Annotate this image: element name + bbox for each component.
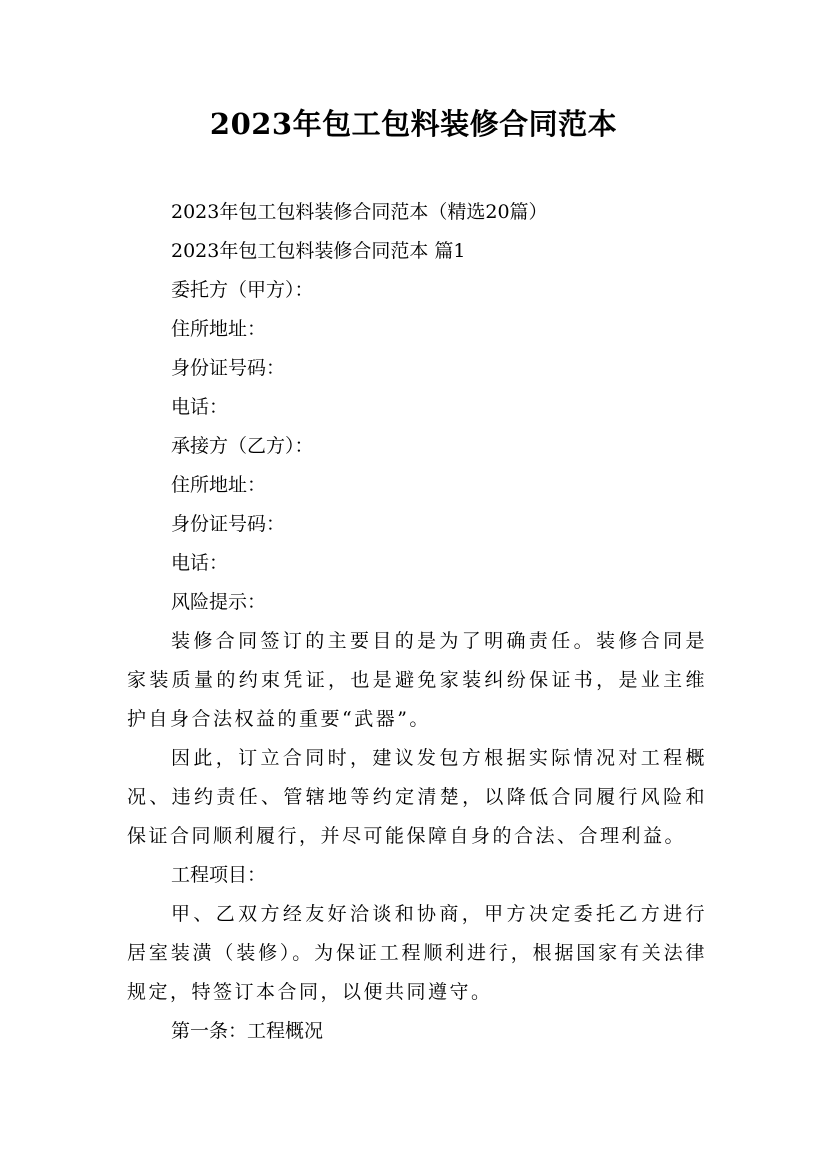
risk-paragraph-2: 因此，订立合同时，建议发包方根据实际情况对工程概况、违约责任、管辖地等约定清楚，以降低合同履行风险和保证合同顺利履行，并尽可能保障自身的合法、合理利益。 — [127, 747, 707, 847]
risk-paragraph-1: 装修合同签订的主要目的是为了明确责任。装修合同是家装质量的约束凭证，也是避免家装纠纷保证书，是业主维护自身合法权益的重要“武器”。 — [127, 630, 707, 730]
project-paragraph: 甲、乙双方经友好洽谈和协商，甲方决定委托乙方进行居室装潢（装修）。为保证工程顺利进行，根据国家有关法律规定，特签订本合同，以便共同遵守。 — [127, 903, 707, 1003]
party-b-label: 承接方（乙方）： — [171, 435, 314, 457]
party-a-address-label: 住所地址： — [171, 318, 267, 340]
risk-heading: 风险提示： — [171, 591, 267, 613]
party-b-id-label: 身份证号码： — [171, 513, 286, 535]
document-subtitle: 2023年包工包料装修合同范本（精选20篇） — [171, 201, 548, 223]
article-1-heading: 第一条：工程概况 — [171, 1020, 324, 1042]
party-b-address-label: 住所地址： — [171, 474, 267, 496]
section-heading: 2023年包工包料装修合同范本 篇1 — [171, 240, 466, 262]
party-a-id-label: 身份证号码： — [171, 357, 286, 379]
project-heading: 工程项目： — [171, 864, 267, 886]
party-a-phone-label: 电话： — [171, 396, 229, 418]
party-a-label: 委托方（甲方）： — [171, 279, 314, 301]
document-title: 2023年包工包料装修合同范本 — [209, 107, 618, 141]
party-b-phone-label: 电话： — [171, 552, 229, 574]
